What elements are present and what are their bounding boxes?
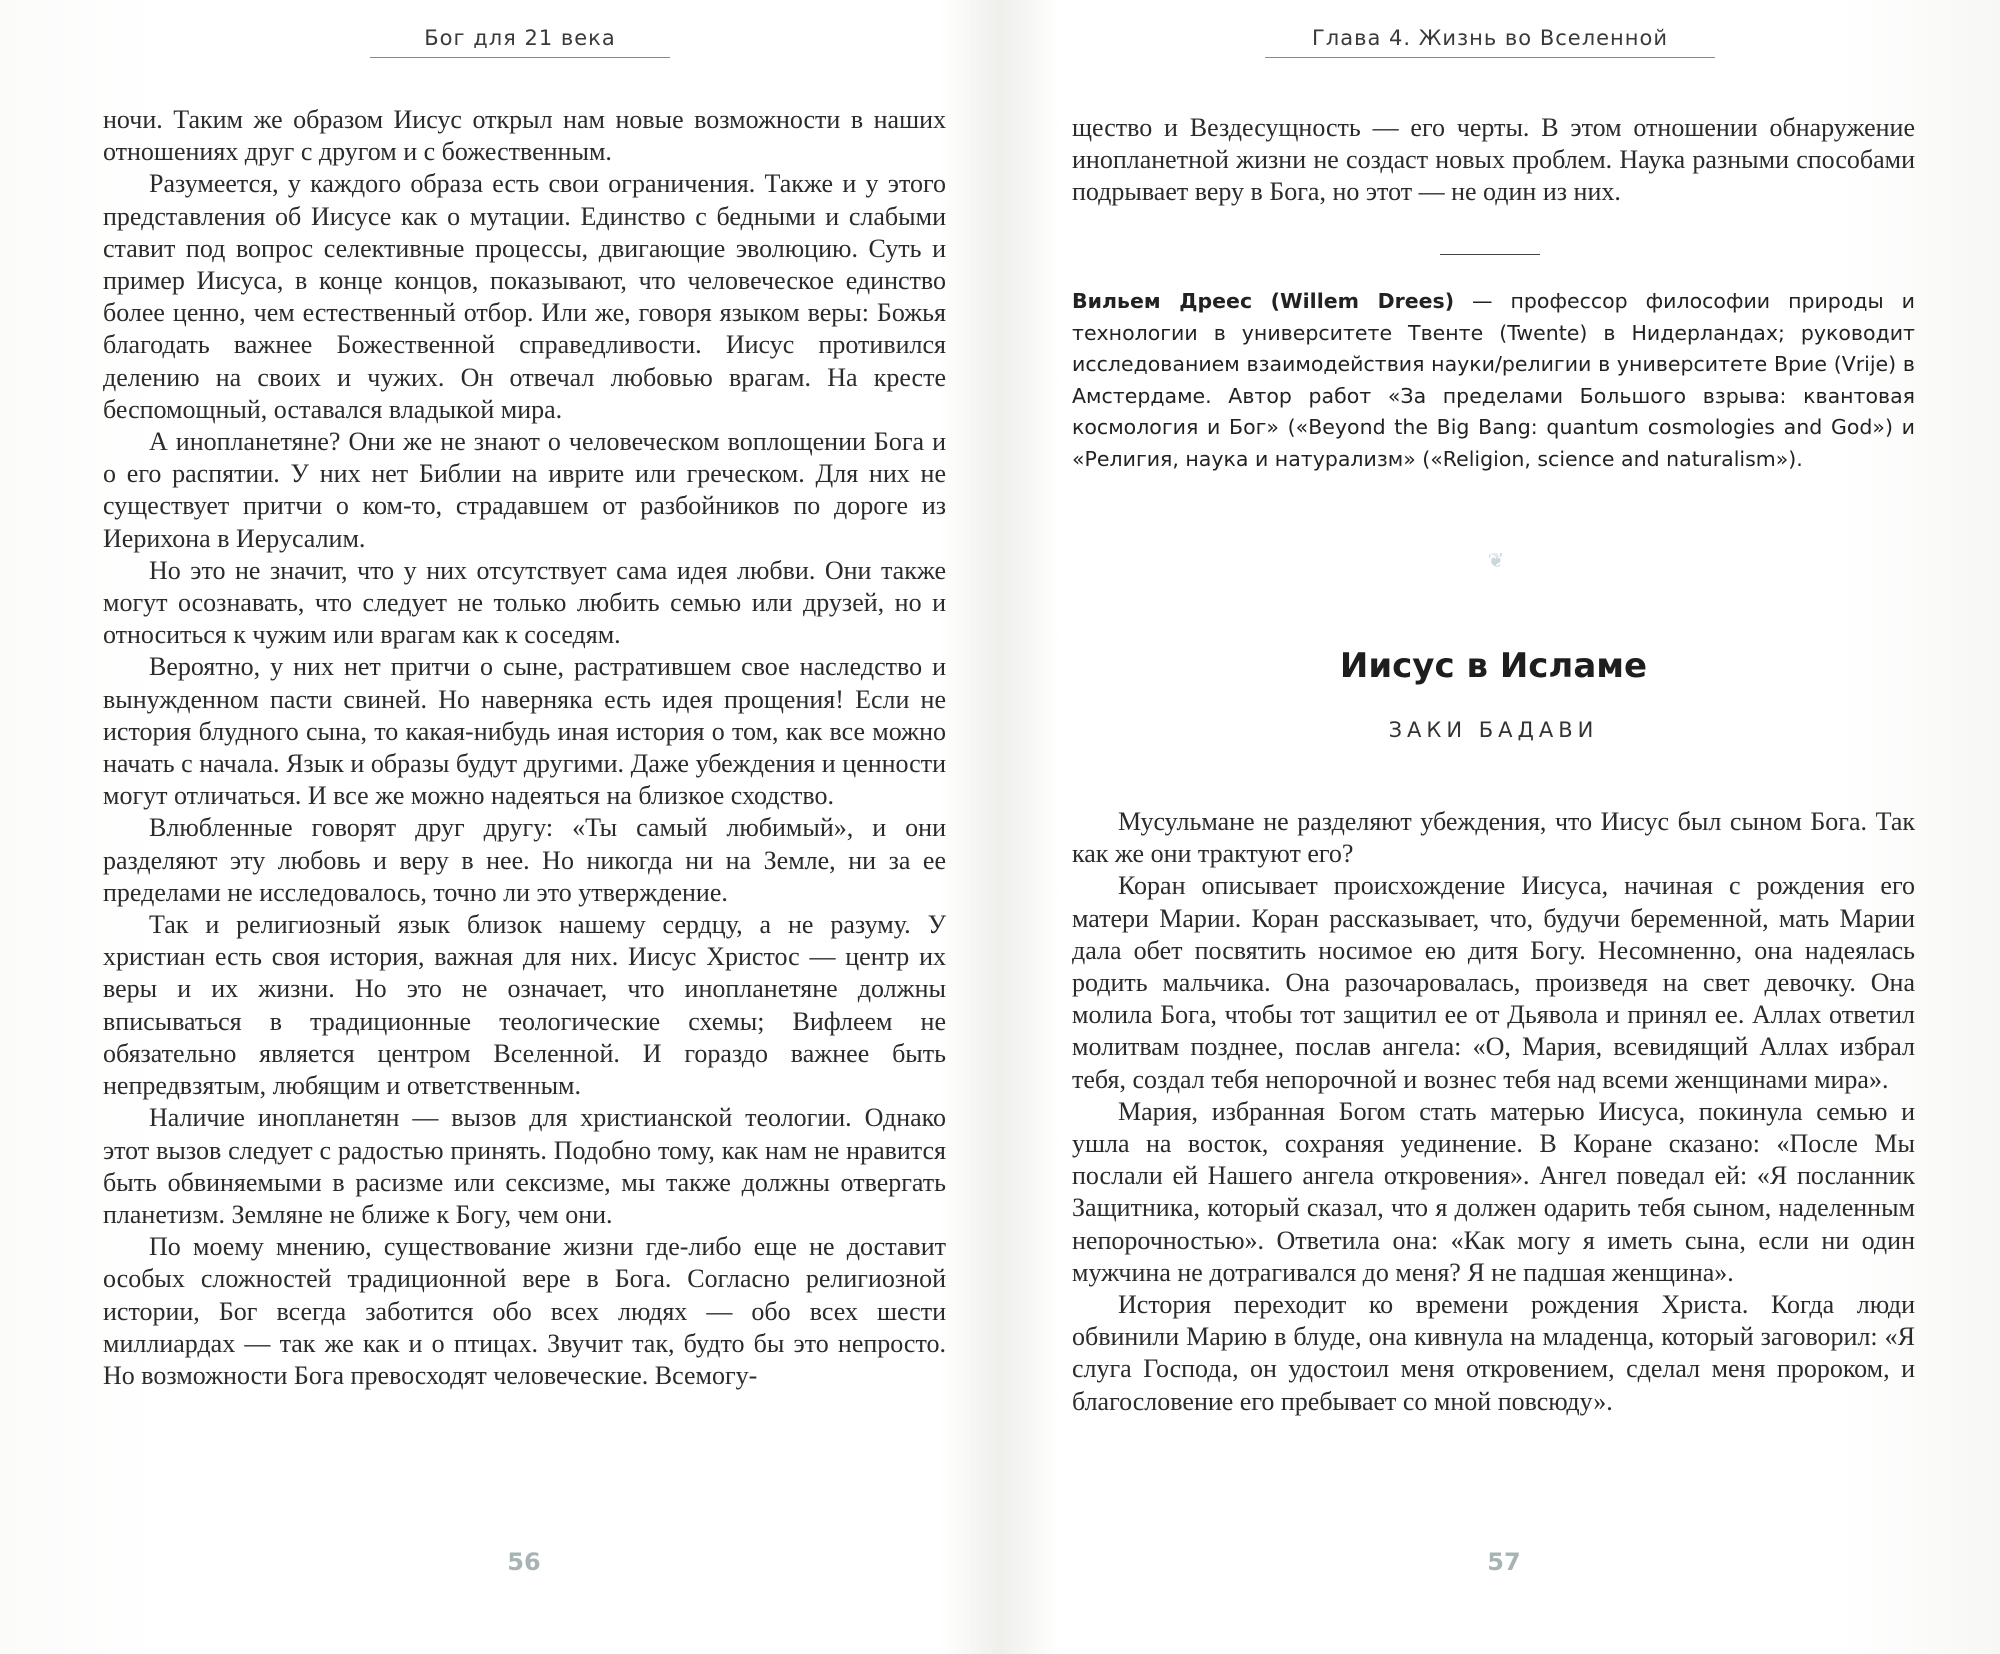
paragraph: щество и Вездесущность — его черты. В этом отношении обнаружение инопланетной жизни не создаст новых проблем. Наука разными способами подрывает веру в Бога, но этот — не один из них. (1072, 113, 1915, 207)
page-number: 57 (1487, 1548, 1521, 1576)
author-bio (1072, 286, 1915, 475)
left-body-text (103, 104, 946, 1392)
right-body-text (1072, 806, 1915, 1418)
paragraph: История переходит ко времени рождения Христа. Когда люди обвинили Марию в блуде, она кивнула на младенца, который заговорил: «Я слуга Господа, он удостоил меня откровением, сделал меня пророком, и благословение его пребывает со мной повсюду». (1072, 1290, 1915, 1416)
author-name: Вильем Дреес (Willem Drees) (1072, 289, 1455, 313)
header-rule (1265, 57, 1715, 58)
chapter-title: Иисус в Исламе (1339, 646, 1648, 686)
section-divider (1440, 254, 1540, 255)
page-number: 56 (507, 1548, 541, 1576)
right-page (1000, 0, 2000, 1654)
author-bio-text: — профессор философии природы и технологии в университете Твенте (Twente) в Нидерландах; руководит исследованием взаимодействия науки/религии в университете Врие (Vrije) в Амстердаме. Автор работ «За пределами Большого взрыва: квантовая космология и Бог» («Beyond the Big Bang: quantum cosmologies and God») и «Религия, наука и натурализм» («Religion, science and naturalism»). (1072, 289, 1915, 471)
chapter-author: ЗАКИ БАДАВИ (1388, 718, 1599, 742)
paragraph: ночи. Таким же образом Иисус открыл нам новые возможности в наших отношениях друг с другом и с божественным. (103, 105, 946, 167)
paragraph: По моему мнению, существование жизни где-либо еще не доставит особых сложностей традиционной вере в Бога. Согласно религиозной истории, Бог всегда заботится обо всех людях — обо всех шести миллиардах — так же как и о птицах. Звучит так, будто бы это непросто. Но возможности Бога превосходят человеческие. Всемогу- (103, 1232, 946, 1390)
paragraph: Мусульмане не разделяют убеждения, что Иисус был сыном Бога. Так как же они трактуют его? (1072, 807, 1915, 869)
paragraph: Коран описывает происхождение Иисуса, начиная с рождения его матери Марии. Коран рассказывает, что, будучи беременной, мать Марии дала обет посвятить носимое ею дитя Богу. Несомненно, она надеялась родить мальчика. Она разочаровалась, произведя на свет девочку. Она молила Бога, чтобы тот защитил ее от Дьявола и принял ее. Аллах ответил молитвам позднее, послав ангела: «О, Мария, всевидящий Аллах избрал тебя, создал тебя непорочной и вознес тебя над всеми женщинами мира». (1072, 871, 1915, 1094)
running-head: Бог для 21 века (424, 26, 616, 50)
ornament-icon: ❦ (1487, 548, 1505, 572)
paragraph: Вероятно, у них нет притчи о сыне, растратившем свое наследство и вынужденном пасти свиней. Но наверняка есть идея прощения! Если не история блудного сына, то какая-нибудь иная история о том, как все можно начать с начала. Язык и образы будут другими. Даже убеждения и ценности могут отличаться. И все же можно надеяться на близкое сходство. (103, 652, 946, 811)
paragraph: А инопланетяне? Они же не знают о человеческом воплощении Бога и о его распятии. У них нет Библии на иврите или греческом. Для них не существует притчи о ком-то, страдавшем от разбойников по дороге из Иерихона в Иерусалим. (103, 427, 946, 553)
paragraph: Наличие инопланетян — вызов для христианской теологии. Однако этот вызов следует с радостью принять. Подобно тому, как нам не нравится быть обвиняемыми в расизме или сексизме, мы также должны отвергать планетизм. Земляне не ближе к Богу, чем они. (103, 1103, 946, 1229)
header-rule (370, 57, 670, 58)
running-head: Глава 4. Жизнь во Вселенной (1311, 26, 1669, 50)
paragraph: Влюбленные говорят друг другу: «Ты самый любимый», и они разделяют эту любовь и веру в нее. Но никогда ни на Земле, ни за ее пределами не исследовалось, точно ли это утверждение. (103, 813, 946, 907)
paragraph: Разумеется, у каждого образа есть свои ограничения. Также и у этого представления об Иисусе как о мутации. Единство с бедными и слабыми ставит под вопрос селективные процессы, двигающие эволюцию. Суть и пример Иисуса, в конце концов, показывают, что человеческое единство более ценно, чем естественный отбор. Или же, говоря языком веры: Божья благодать важнее Божественной справедливости. Иисус противился делению на своих и чужих. Он отвечал любовью врагам. На кресте беспомощный, оставался владыкой мира. (103, 169, 946, 424)
paragraph: Но это не значит, что у них отсутствует сама идея любви. Они также могут осознавать, что следует не только любить семью или друзей, но и относиться к чужим или врагам как к соседям. (103, 555, 946, 650)
continued-paragraph (1072, 112, 1915, 209)
paragraph: Мария, избранная Богом стать матерью Иисуса, покинула семью и ушла на восток, сохраняя уединение. В Коране сказано: «После Мы послали ей Нашего ангела откровения». Ангел поведал ей: «Я посланник Защитника, который сказал, что я должен одарить тебя сыном, наделенным непорочностью». Ответила она: «Как могу я иметь сына, если ни один мужчина не дотрагивался до меня? Я не падшая женщина». (1072, 1096, 1915, 1287)
paragraph: Так и религиозный язык близок нашему сердцу, а не разуму. У христиан есть своя история, важная для них. Иисус Христос — центр их веры и их жизни. Но это не означает, что инопланетяне должны вписываться в традиционные теологические схемы; Вифлеем не обязательно является центром Вселенной. И гораздо важнее быть непредвзятым, любящим и ответственным. (103, 910, 946, 1101)
